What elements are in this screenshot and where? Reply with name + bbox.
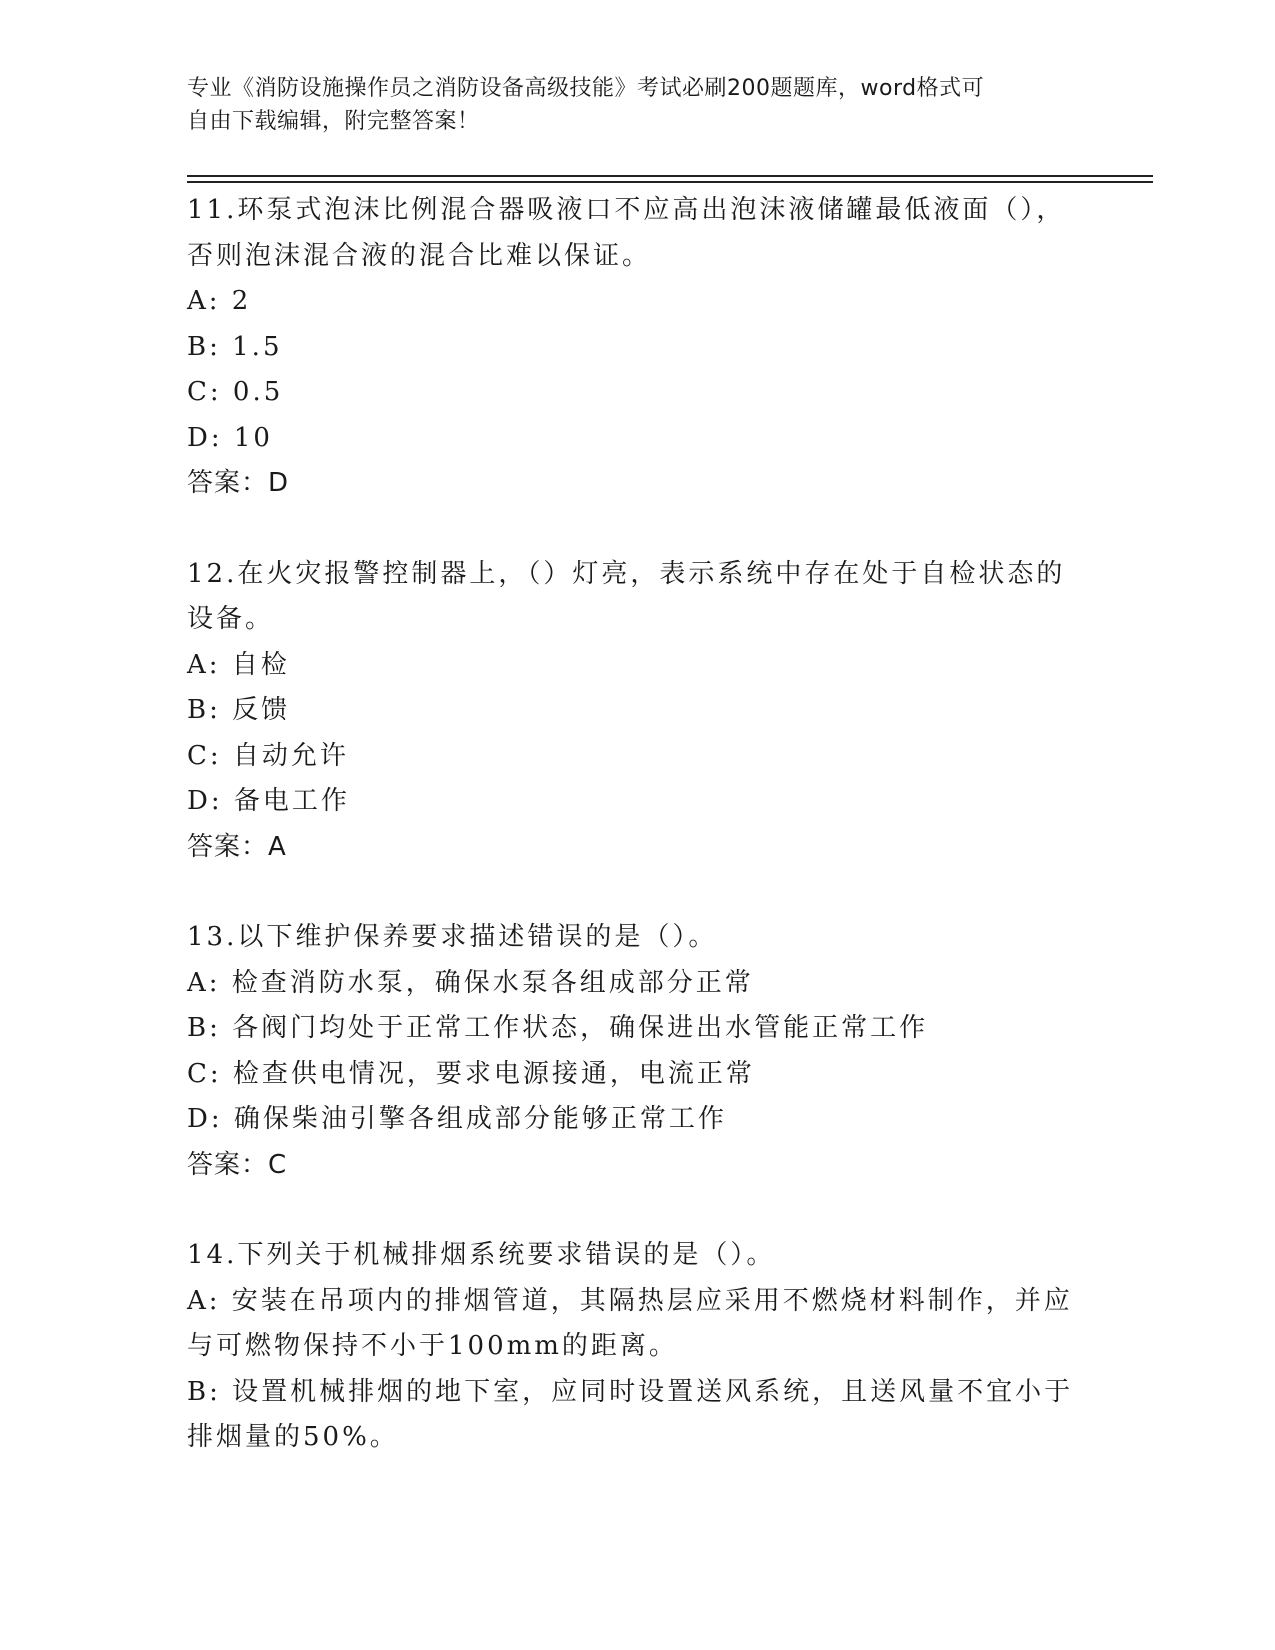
question-text: 11.环泵式泡沫比例混合器吸液口不应高出泡沫液储罐最低液面（），否则泡沫混合液的混合比难以保证。: [187, 195, 1066, 271]
question-13: [187, 915, 1087, 1188]
option-a: A: 2: [187, 286, 252, 316]
question-text: 13.以下维护保养要求描述错误的是（）。: [187, 922, 718, 952]
option-a: A: 检查消防水泵，确保水泵各组成部分正常: [187, 967, 754, 998]
header-divider-bottom: [187, 181, 1153, 183]
option-c: C: 自动允许: [187, 740, 349, 771]
answer-label: 答案：D: [187, 468, 290, 498]
question-12: [187, 552, 1087, 871]
answer-label: 答案：A: [187, 831, 287, 862]
option-b: B: 1.5: [187, 331, 283, 362]
question-text: 12.在火灾报警控制器上，（）灯亮，表示系统中存在处于自检状态的设备。: [187, 558, 1066, 634]
question-list: [187, 188, 1087, 1506]
option-c: C: 0.5: [187, 377, 284, 407]
document-header: [187, 72, 1087, 138]
option-b: B: 反馈: [187, 695, 291, 725]
answer-label: 答案：C: [187, 1149, 288, 1180]
option-b: B: 各阀门均处于正常工作状态，确保进出水管能正常工作: [187, 1013, 929, 1043]
option-a: A: 安装在吊项内的排烟管道，其隔热层应采用不燃烧材料制作，并应与可燃物保持不小于100mm的距离。: [187, 1285, 1073, 1361]
header-divider-top: [187, 175, 1153, 177]
option-a: A: 自检: [187, 649, 290, 680]
option-d: D: 备电工作: [187, 786, 350, 816]
question-11: [187, 188, 1087, 507]
option-d: D: 确保柴油引擎各组成部分能够正常工作: [187, 1104, 727, 1134]
header-line-1: 专业《消防设施操作员之消防设备高级技能》考试必刷200题题库，word格式可: [187, 76, 985, 101]
question-14: [187, 1233, 1087, 1461]
header-line-2: 自由下载编辑，附完整答案！: [187, 109, 480, 134]
option-b: B: 设置机械排烟的地下室，应同时设置送风系统，且送风量不宜小于排烟量的50%。: [187, 1376, 1074, 1452]
option-d: D: 10: [187, 422, 273, 453]
question-text: 14.下列关于机械排烟系统要求错误的是（）。: [187, 1240, 776, 1270]
option-c: C: 检查供电情况，要求电源接通，电流正常: [187, 1058, 755, 1089]
